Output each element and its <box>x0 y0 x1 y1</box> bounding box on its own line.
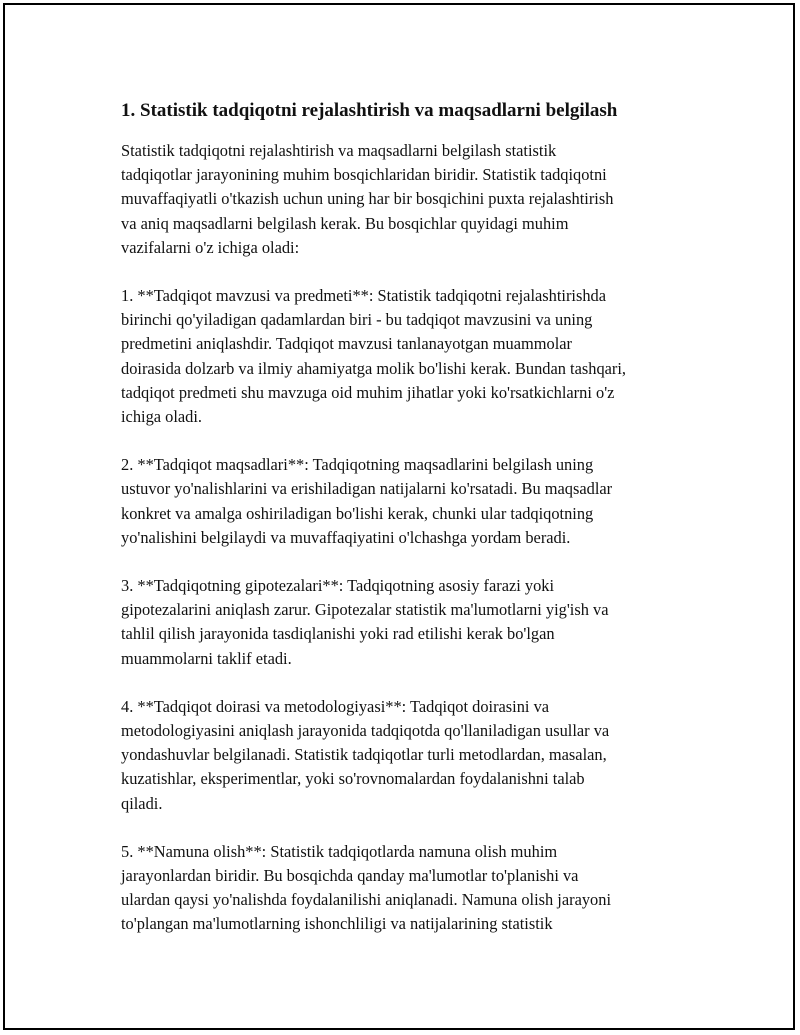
text-line: vazifalarni o'z ichiga oladi: <box>121 237 300 257</box>
section-heading: 1. Statistik tadqiqotni rejalashtirish va maqsadlarni belgilash <box>121 100 618 121</box>
text-line: Statistik tadqiqotni rejalashtirish va maqsadlarni belgilash statistik <box>121 141 557 160</box>
text-line: ustuvor yo'nalishlarini va erishiladigan natijalarni ko'rsatadi. Bu maqsadlar <box>121 479 613 499</box>
list-item-paragraph <box>121 453 693 550</box>
text-line: va aniq maqsadlarni belgilash kerak. Bu bosqichlar quyidagi muhim <box>121 213 569 233</box>
list-item-paragraph <box>121 695 693 816</box>
text-line: yondashuvlar belgilanadi. Statistik tadqiqotlar turli metodlardan, masalan, <box>121 745 607 765</box>
text-line: tadqiqotlar jarayonining muhim bosqichlaridan biridir. Statistik tadqiqotni <box>121 165 607 185</box>
text-line: 4. **Tadqiqot doirasi va metodologiyasi**: Tadqiqot doirasini va <box>121 696 550 716</box>
text-line: yo'nalishini belgilaydi va muvaffaqiyatini o'lchashga yordam beradi. <box>121 527 571 547</box>
text-line: 1. **Tadqiqot mavzusi va predmeti**: Statistik tadqiqotni rejalashtirishda <box>121 286 607 306</box>
text-line: kuzatishlar, eksperimentlar, yoki so'rovnomalardan foydalanishni talab <box>121 769 585 789</box>
text-line: 5. **Namuna olish**: Statistik tadqiqotlarda namuna olish muhim <box>121 841 558 861</box>
text-line: metodologiyasini aniqlash jarayonida tadqiqotda qo'llaniladigan usullar va <box>121 721 610 741</box>
list-item-paragraph <box>121 574 693 671</box>
document-body <box>121 99 693 961</box>
text-line: qiladi. <box>121 793 163 813</box>
text-line: muammolarni taklif etadi. <box>121 648 292 668</box>
text-line: 2. **Tadqiqot maqsadlari**: Tadqiqotning maqsadlarini belgilash uning <box>121 455 594 475</box>
intro-paragraph <box>121 139 693 260</box>
text-line: tadqiqot predmeti shu mavzuga oid muhim jihatlar yoki ko'rsatkichlarni o'z <box>121 382 615 402</box>
text-line: predmetini aniqlashdir. Tadqiqot mavzusi tanlanayotgan muammolar <box>121 334 573 354</box>
text-line: tahlil qilish jarayonida tasdiqlanishi yoki rad etilishi kerak bo'lgan <box>121 624 555 644</box>
list-item-paragraph <box>121 284 693 429</box>
text-line: muvaffaqiyatli o'tkazish uchun uning har bir bosqichini puxta rejalashtirish <box>121 189 614 209</box>
text-line: to'plangan ma'lumotlarning ishonchliligi va natijalarining statistik <box>121 914 553 934</box>
text-line: birinchi qo'yiladigan qadamlardan biri - bu tadqiqot mavzusini va uning <box>121 310 593 330</box>
text-line: doirasida dolzarb va ilmiy ahamiyatga molik bo'lishi kerak. Bundan tashqari, <box>121 358 627 378</box>
text-line: konkret va amalga oshiriladigan bo'lishi kerak, chunki ular tadqiqotning <box>121 503 594 523</box>
page-frame <box>3 3 795 1030</box>
text-line: jarayonlardan biridir. Bu bosqichda qanday ma'lumotlar to'planishi va <box>121 866 579 886</box>
text-line: 3. **Tadqiqotning gipotezalari**: Tadqiqotning asosiy farazi yoki <box>121 576 555 596</box>
text-line: gipotezalarini aniqlash zarur. Gipotezalar statistik ma'lumotlarni yig'ish va <box>121 600 609 620</box>
list-item-paragraph <box>121 840 693 937</box>
text-line: ulardan qaysi yo'nalishda foydalanilishi aniqlanadi. Namuna olish jarayoni <box>121 890 611 910</box>
text-line: ichiga oladi. <box>121 407 203 427</box>
